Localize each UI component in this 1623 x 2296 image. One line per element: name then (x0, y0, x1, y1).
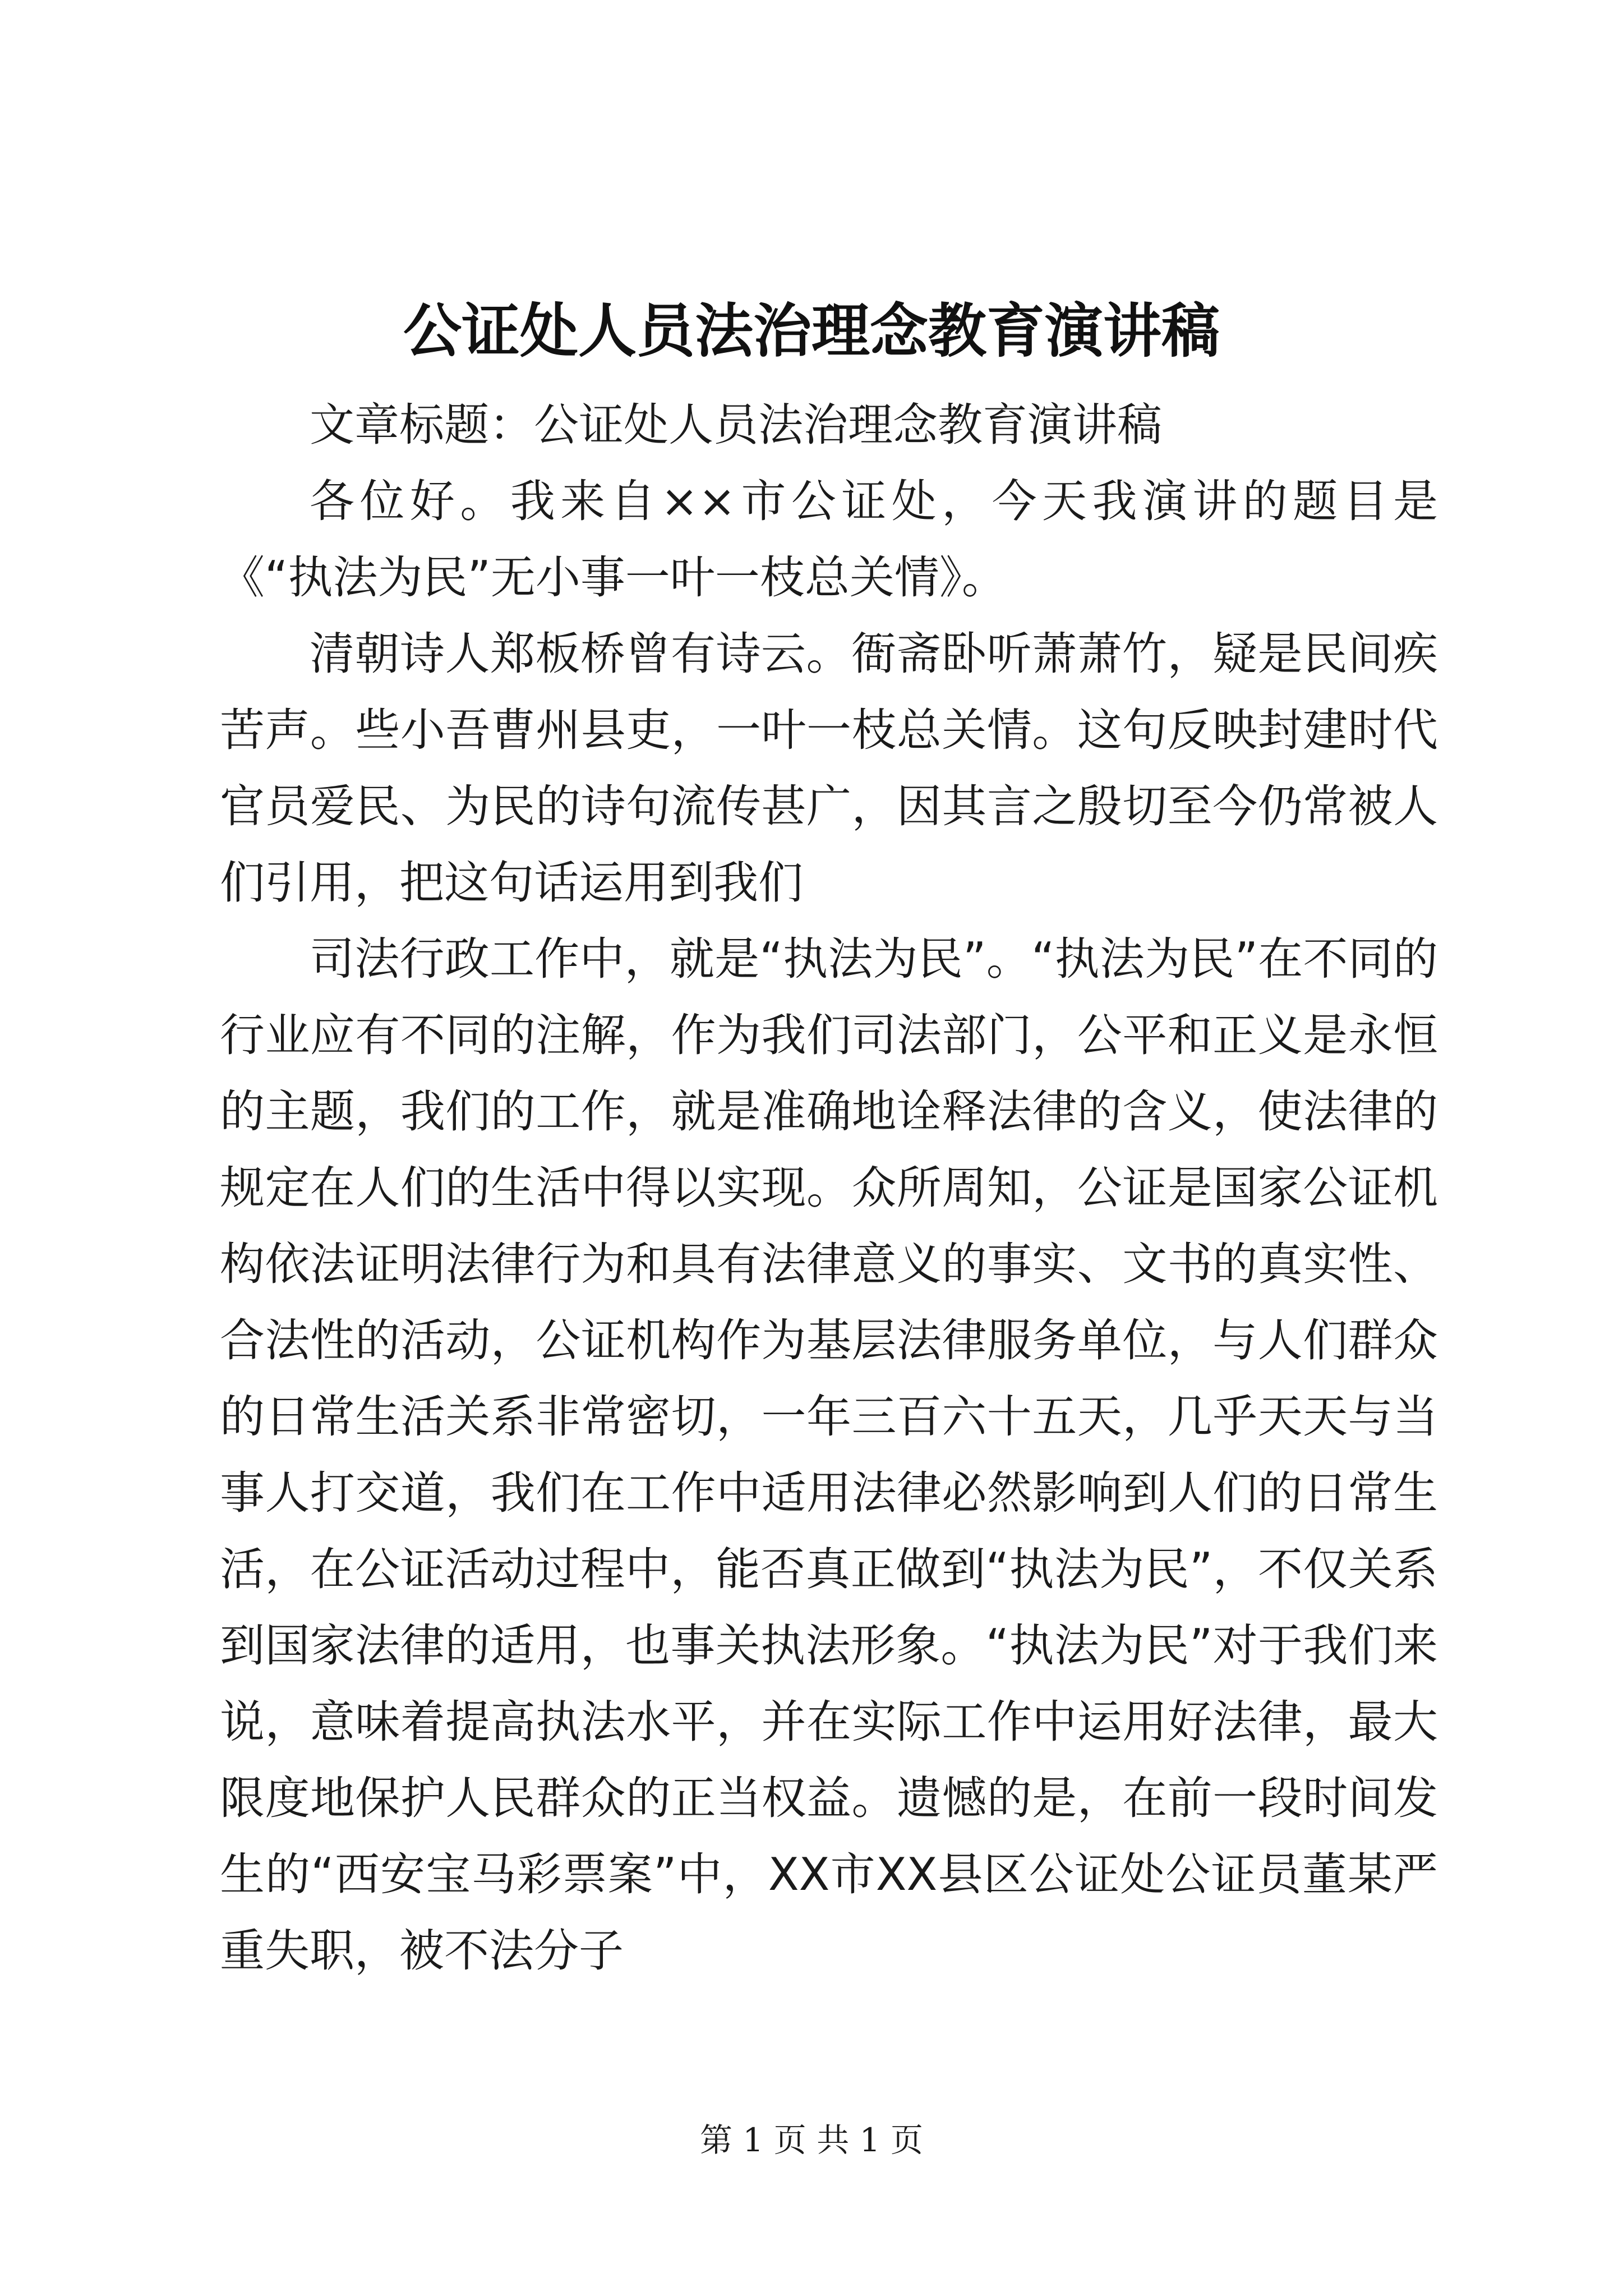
paragraph-greeting: 各位好。我来自××市公证处，今天我演讲的题目是《“执法为民”无小事一叶一枝总关情》。 (220, 475, 1438, 604)
page-footer: 第 1 页 共 1 页 (700, 2121, 923, 2159)
paragraph-article-title: 文章标题：公证处人员法治理念教育演讲稿 (310, 399, 1162, 451)
paragraph-main: 司法行政工作中，就是“执法为民”。“执法为民”在不同的行业应有不同的注解，作为我们司法部门，公平和正义是永恒的主题，我们的工作，就是准确地诠释法律的含义，使法律的规定在人们的生活中得以实现。众所周知，公证是国家公证机构依法证明法律行为和具有法律意义的事实、文书的真实性、合法性的活动，公证机构作为基层法律服务单位，与人们群众的日常生活关系非常密切，一年三百六十五天，几乎天天与当事人打交道，我们在工作中适用法律必然影响到人们的日常生活，在公证活动过程中，能否真正做到“执法为民”，不仅关系到国家法律的适用，也事关执法形象。“执法为民”对于我们来说，意味着提高执法水平，并在实际工作中运用好法律，最大限度地保护人民群众的正当权益。遗憾的是，在前一段时间发生的“西安宝马彩票案”中，XX市XX县区公证处公证员董某严重失职，被不法分子 (220, 933, 1438, 1977)
document-title: 公证处人员法治理念教育演讲稿 (403, 296, 1220, 365)
document-body (220, 387, 1438, 1989)
paragraph-poem: 清朝诗人郑板桥曾有诗云。衙斋卧听萧萧竹，疑是民间疾苦声。些小吾曹州县吏，一叶一枝总关情。这句反映封建时代官员爱民、为民的诗句流传甚广，因其言之殷切至今仍常被人们引用，把这句话运用到我们 (220, 628, 1438, 909)
